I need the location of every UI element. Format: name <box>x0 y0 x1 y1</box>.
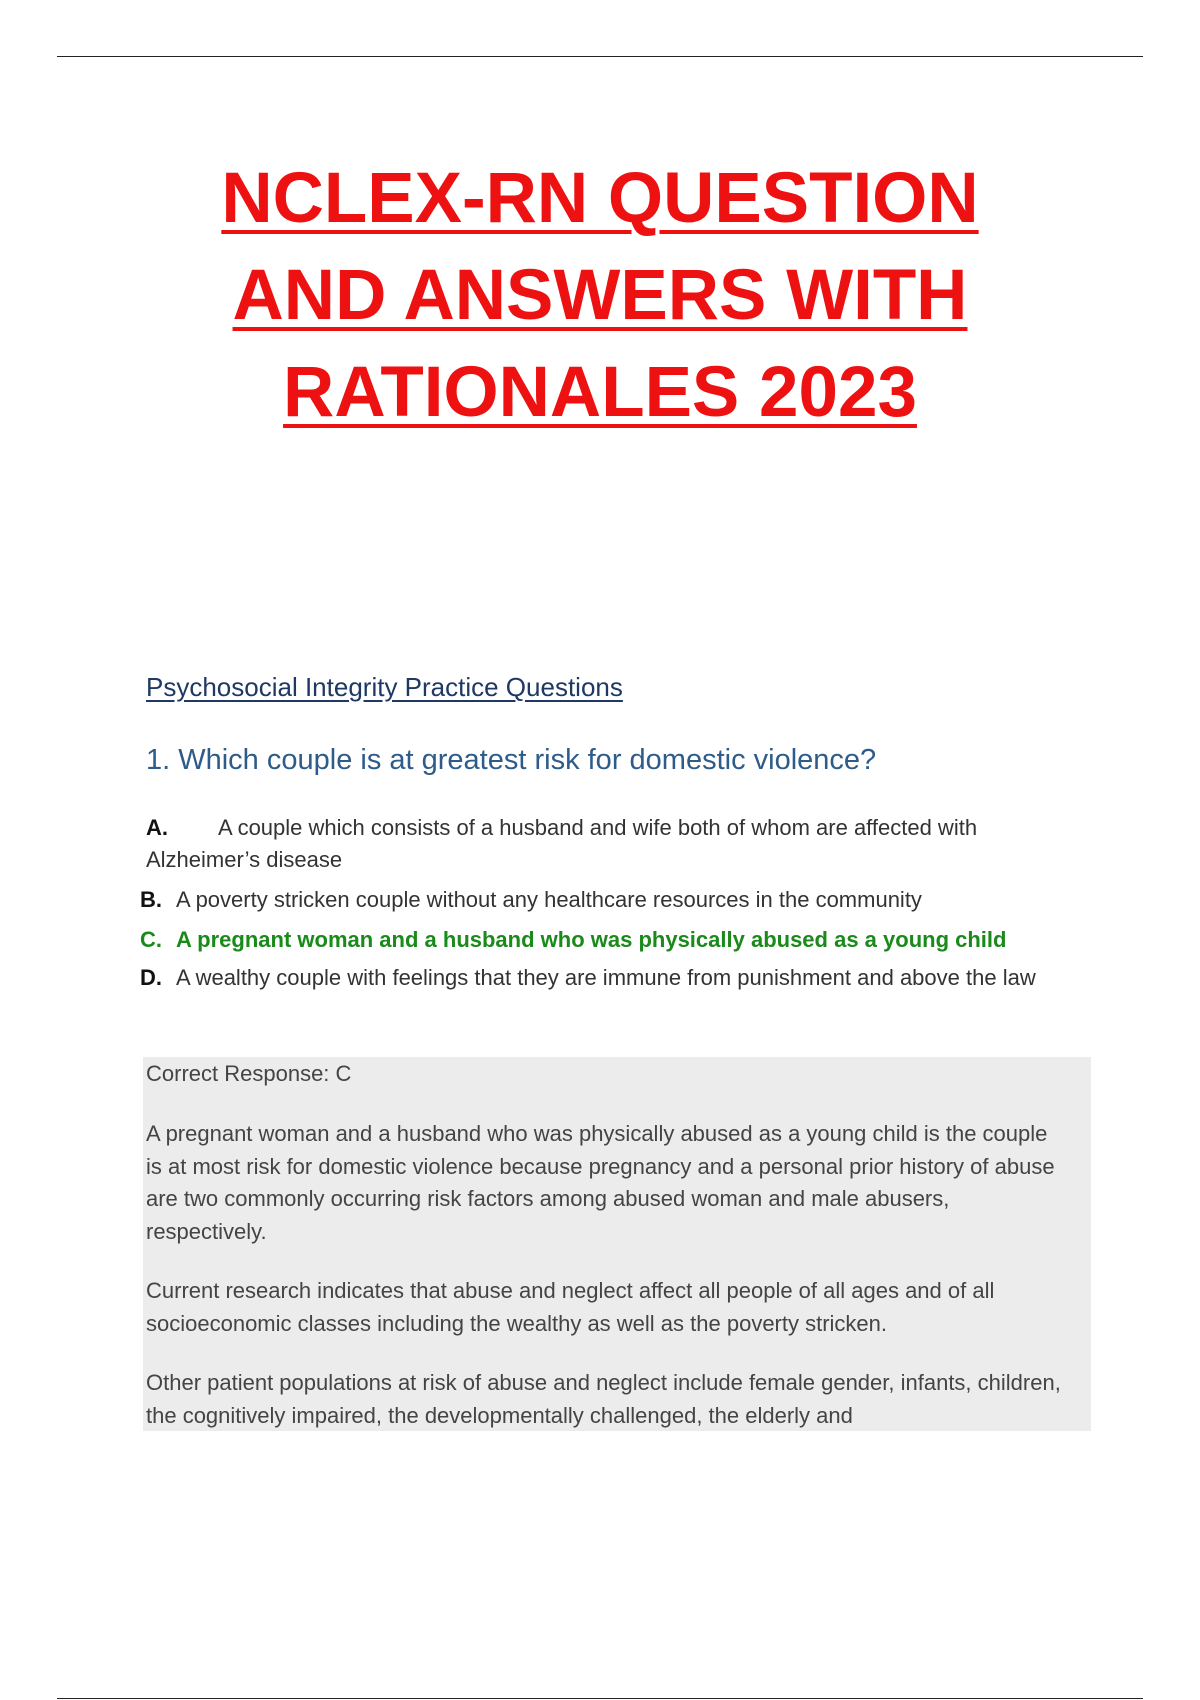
footer-rule <box>57 1698 1143 1699</box>
rationale-paragraph: A pregnant woman and a husband who was physically abused as a young child is the couple is at most risk for domestic violence because pregnancy and a personal prior history of abuse are two commonly occurring risk factors among abused woman and male abusers, respectively. <box>146 1121 1055 1244</box>
option-text: A poverty stricken couple without any healthcare resources in the community <box>176 887 922 912</box>
title-line-3: RATIONALES 2023 <box>283 353 917 432</box>
rationale-box <box>143 1057 1091 1431</box>
section-heading: Psychosocial Integrity Practice Questions <box>146 672 623 702</box>
question-text: 1. Which couple is at greatest risk for domestic violence? <box>146 744 877 776</box>
title-line-1: NCLEX-RN QUESTION <box>221 159 979 238</box>
option-c-correct <box>140 924 1090 956</box>
rationale-paragraph: Other patient populations at risk of abuse and neglect include female gender, infants, children, the cognitively impaired, the developmentally challenged, the elderly and <box>146 1370 1061 1428</box>
title-line-2: AND ANSWERS WITH <box>232 256 968 335</box>
option-b <box>140 884 1090 916</box>
rationale-paragraph: Current research indicates that abuse and neglect affect all people of all ages and of all socioeconomic classes including the wealthy as well as the poverty stricken. <box>146 1278 995 1336</box>
document-title <box>150 150 1050 441</box>
option-text: A couple which consists of a husband and wife both of whom are affected with Alzheimer’s disease <box>146 815 978 872</box>
option-text: A pregnant woman and a husband who was physically abused as a young child <box>176 927 1007 952</box>
option-d <box>140 962 1090 994</box>
option-text: A wealthy couple with feelings that they are immune from punishment and above the law <box>176 965 1036 990</box>
option-letter: D. <box>140 965 162 990</box>
option-a <box>146 812 1096 876</box>
correct-response: Correct Response: C <box>146 1061 352 1086</box>
option-letter: C. <box>140 927 162 952</box>
header-rule <box>57 56 1143 57</box>
option-letter: A. <box>146 815 168 840</box>
option-letter: B. <box>140 887 162 912</box>
